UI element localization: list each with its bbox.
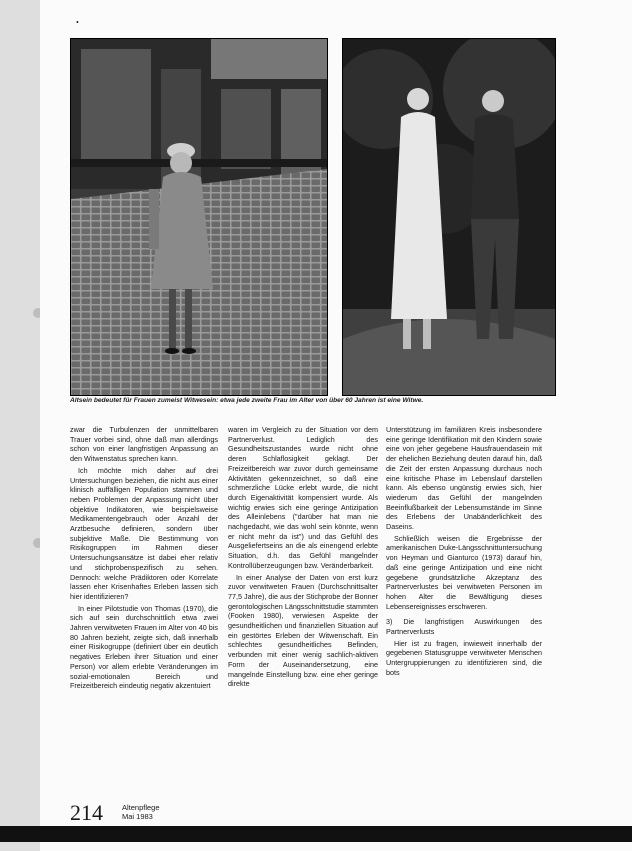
binding-strip bbox=[0, 0, 40, 851]
photo-caption: Altsein bedeutet für Frauen zumeist Witwesein: etwa jede zweite Frau im Alter von über 60 Jahren ist eine Witwe. bbox=[70, 397, 424, 404]
section-heading: 3) Die langfristigen Auswirkungen des Partnerverlusts bbox=[386, 617, 542, 637]
page-number: 214 bbox=[70, 800, 103, 825]
paragraph: In einer Analyse der Daten von erst kurz zuvor verwitweten Frauen (Durchschnittsalter 77,5 Jahre), die aus der Stichprobe der Bonner gerontologischen Längsschnittstudie stammten (Fooken 1980), verwiesen Aspekte der gesundheitlichen und finanziellen Situation auf ein gestörtes Erleben der Witwenschaft. Ein schlechtes gesundheitliches Befinden, verbunden mit einer wenig sachlich-aktiven Form der Auseinandersetzung, eine mangelnde Einstellung bzw. eine eher geringe direkte bbox=[228, 572, 378, 689]
paragraph: waren im Vergleich zu der Situation vor dem Partnerverlust. Lediglich des Gesundheitszustandes wurde nicht ohne deren Schlaflosigkeit geklagt. Der Freizeitbereich war zuvor durch gemeinsame Aktivitäten gekennzeichnet, so daß eine schmerzliche Lücke erlebt wurde, die nicht durch Eigenaktivität kompensiert wurde. Als wichtig erwies sich eine geringe Antizipation des Alleinlebens ("darüber hat man nie nachgedacht, wie das wohl sein könnte, wenn er nicht mehr da ist") und das Gefühl des Ausgeliefertseins an die als einengend erlebte Situation, d.h. das Gefühl mangelnder Kontrollüberzeugungen bzw. Veränderbarkeit. bbox=[228, 425, 378, 570]
scan-edge-bar bbox=[0, 826, 632, 842]
paragraph: Schließlich weisen die Ergebnisse der amerikanischen Duke-Längsschnittuntersuchung von Heyman und Gianturco (1973) darauf hin, daß eine geringe Antizipation und eine nicht gegebene grundsätzliche Akzeptanz des Partnerverlustes bei verwitweten Personen im hohen Alter die Bewältigung dieses Lebensereignisses erschweren. bbox=[386, 533, 542, 611]
paragraph: In einer Pilotstudie von Thomas (1970), die sich auf sein durchschnittlich etwa zwei Jahren verwitweten Frauen im Alter von 40 bis 80 Jahren bezieht, zeigte sich, daß innerhalb einer Risikogruppe (definiert über ein deutlich negatives Erleben ihrer Situation und einer Person) vor allem erlebte Veränderungen im sozial-emotionalen Bereich und Freizeitbereich eindeutig negativ akzentuiert bbox=[70, 603, 218, 691]
street-photo bbox=[70, 38, 328, 396]
top-mark: • bbox=[76, 18, 79, 27]
text-column-2 bbox=[228, 425, 378, 691]
magazine-info bbox=[122, 803, 160, 821]
paragraph: Unterstützung im familiären Kreis insbesondere eine geringe Identifikation mit den Kindern sowie eine von jeher gegebene Hausfrauendasein mit der ehelichen Beziehung deuten darauf hin, daß die Zeit der ersten Anpassung durchaus noch eine kritische Phase im Lebenslauf darstellen kann. Als ebenso ungünstig erwies sich, hier wiederum das Gefühl der mangelnden Beeinflußbarkeit der Lebensumstände im Sinne des Erlebens der Unabänderlichkeit des Daseins. bbox=[386, 425, 542, 532]
text-column-3 bbox=[386, 425, 542, 680]
paragraph: Ich möchte mich daher auf drei Untersuchungen beziehen, die nicht aus einer klinisch auffälligen Population stammen und neben Problemen der Anpassung nicht über objektive Indikatoren, wie beispielsweise Medikamentengebrauch oder Anzahl der Arztbesuche definieren, sondern über subjektive Maße. Die Bestimmung von Risikogruppen im Rahmen dieser Untersuchungsansätze ist dabei eher relativ und stichprobenspezifisch zu sehen. Dennoch: welche Prädiktoren oder Korrelate lassen eher Krisenhaftes Erleben lassen sich hier identifizieren? bbox=[70, 465, 218, 601]
text-column-1 bbox=[70, 425, 218, 693]
magazine-title: Altenpflege bbox=[122, 803, 160, 812]
paragraph: Hier ist zu fragen, inwieweit innerhalb der gegebenen Statusgruppe verwitweter Menschen Untergruppierungen zu identifizieren sind, die bots bbox=[386, 638, 542, 677]
street-photo-image bbox=[71, 39, 327, 395]
park-photo bbox=[342, 38, 556, 396]
issue-date: Mai 1983 bbox=[122, 812, 153, 821]
park-photo-image bbox=[343, 39, 555, 395]
paragraph: zwar die Turbulenzen der unmittelbaren Trauer vorbei sind, ohne daß man allerdings schon von einer langfristigen Anpassung an den Witwenstatus sprechen kann. bbox=[70, 425, 218, 464]
